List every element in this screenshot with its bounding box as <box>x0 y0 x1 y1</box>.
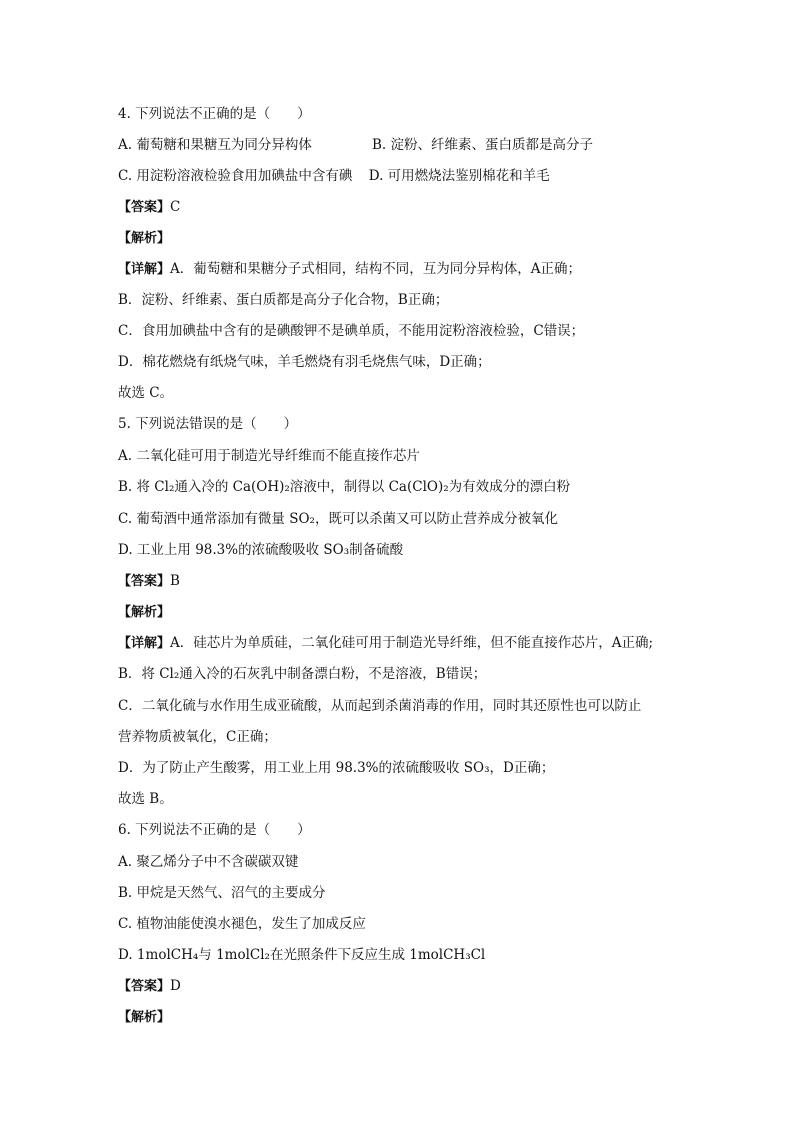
answer-value: B <box>170 573 180 589</box>
q4-analysis <box>118 229 170 248</box>
q6-option-b: B. 甲烷是天然气、沼气的主要成分 <box>118 885 326 901</box>
q4-option-a: A. 葡萄糖和果糖互为同分异构体 <box>118 137 312 153</box>
detail-tag: 【详解】 <box>118 262 171 277</box>
q4-detail-4: D．棉花燃烧有纸烧气味，羊毛燃烧有羽毛烧焦气味，D正确； <box>118 354 491 370</box>
q5-option-d: D. 工业上用 98.3%的浓硫酸吸收 SO₃制备硫酸 <box>118 542 404 558</box>
q5-conclusion: 故选 B。 <box>118 791 173 807</box>
q5-stem: 5. 下列说法错误的是（ ） <box>118 416 298 432</box>
q5-option-c: C. 葡萄酒中通常添加有微量 SO₂，既可以杀菌又可以防止营养成分被氧化 <box>118 511 558 527</box>
q5-option-b: B. 将 Cl₂通入冷的 Ca(OH)₂溶液中，制得以 Ca(ClO)₂为有效成分的漂白粉 <box>118 479 571 495</box>
q4-detail-1 <box>118 260 581 279</box>
q4-detail-2: B．淀粉、纤维素、蛋白质都是高分子化合物，B正确； <box>118 292 449 308</box>
answer-tag: 【答案】 <box>118 200 171 215</box>
q4-detail-3: C．食用加碘盐中含有的是碘酸钾不是碘单质，不能用淀粉溶液检验，C错误； <box>118 323 585 339</box>
q4-option-c: C. 用淀粉溶液检验食用加碘盐中含有碘 <box>118 168 353 184</box>
q5-detail-2: B．将 Cl₂通入冷的石灰乳中制备漂白粉，不是溶液，B错误； <box>118 666 487 682</box>
q5-option-a: A. 二氧化硅可用于制造光导纤维而不能直接作芯片 <box>118 448 420 464</box>
q5-detail-1 <box>118 634 653 653</box>
q4-options-row2 <box>118 167 550 185</box>
q4-conclusion: 故选 C。 <box>118 385 174 401</box>
answer-value: C <box>170 199 181 215</box>
q6-option-a: A. 聚乙烯分子中不含碳碳双键 <box>118 854 299 870</box>
q4-stem: 4. 下列说法不正确的是（ ） <box>118 106 311 122</box>
q6-analysis <box>118 1008 170 1027</box>
q6-stem: 6. 下列说法不正确的是（ ） <box>118 822 311 838</box>
q4-option-b: B. 淀粉、纤维素、蛋白质都是高分子 <box>372 137 594 153</box>
answer-value: D <box>170 978 181 994</box>
q6-answer <box>118 977 181 996</box>
answer-tag: 【答案】 <box>118 574 171 589</box>
q5-answer <box>118 572 180 591</box>
q4-answer <box>118 198 180 217</box>
q5-detail-3: C．二氧化硫与水作用生成亚硫酸，从而起到杀菌消毒的作用，同时其还原性也可以防止 <box>118 698 642 714</box>
analysis-tag: 【解析】 <box>118 231 171 246</box>
q4-option-d: D. 可用燃烧法鉴别棉花和羊毛 <box>368 168 550 184</box>
q5-detail-4: D．为了防止产生酸雾，用工业上用 98.3%的浓硫酸吸收 SO₃，D正确； <box>118 760 555 776</box>
q6-option-c: C. 植物油能使溴水褪色，发生了加成反应 <box>118 916 366 932</box>
detail-tag: 【详解】 <box>118 636 171 651</box>
detail-text: A．硅芯片为单质硅，二氧化硅可用于制造光导纤维，但不能直接作芯片，A正确; <box>170 635 654 651</box>
answer-tag: 【答案】 <box>118 979 171 994</box>
q5-analysis <box>118 603 170 622</box>
detail-text: A．葡萄糖和果糖分子式相同，结构不同，互为同分异构体，A正确； <box>170 261 582 277</box>
q4-options-row1 <box>118 136 594 154</box>
q5-detail-3b: 营养物质被氧化，C正确； <box>118 729 277 745</box>
analysis-tag: 【解析】 <box>118 1010 171 1025</box>
q6-option-d: D. 1molCH₄与 1molCl₂在光照条件下反应生成 1molCH₃Cl <box>118 947 486 963</box>
analysis-tag: 【解析】 <box>118 605 171 620</box>
